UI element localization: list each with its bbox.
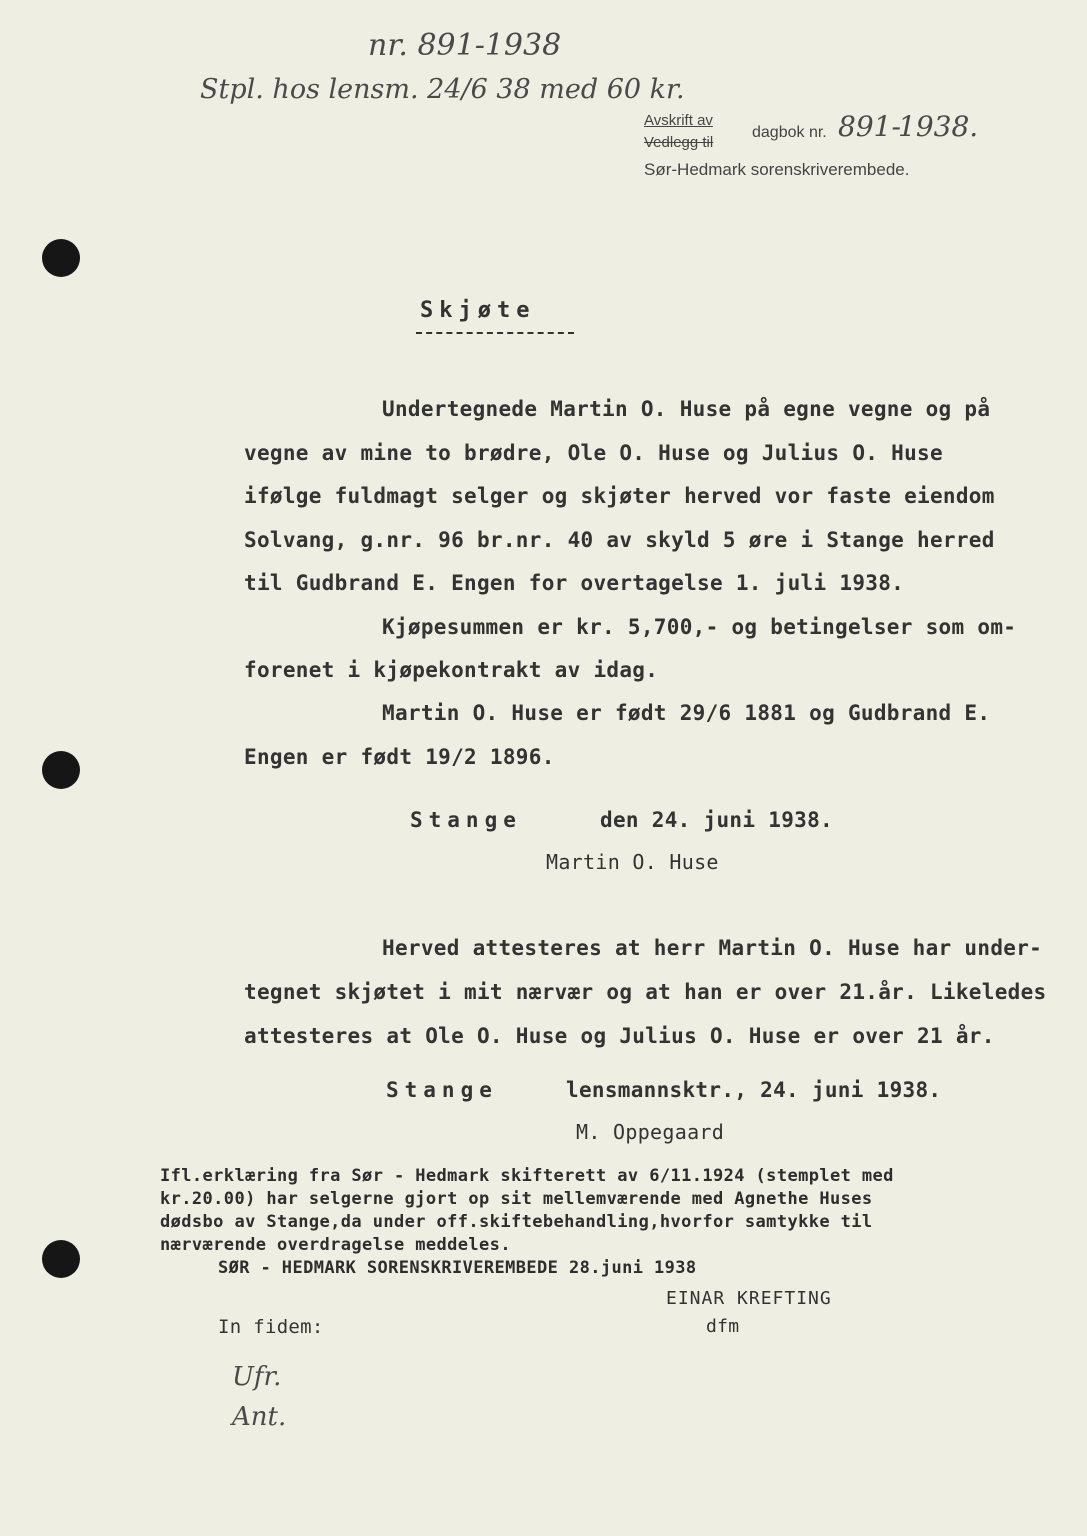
body-line-6: Kjøpesummen er kr. 5,700,- og betingelser som om- — [382, 615, 1017, 639]
note-line-2: kr.20.00) har selgerne gjort op sit mellemværende med Agnethe Huses — [160, 1189, 873, 1209]
note-line-4: nærværende overdragelse meddeles. — [160, 1235, 511, 1255]
place-stange-2: Stange — [386, 1078, 498, 1102]
punch-hole-top — [42, 239, 80, 277]
date-line-1: den 24. juni 1938. — [600, 808, 833, 832]
signer-martin-huse: Martin O. Huse — [546, 850, 719, 874]
note-line-1: Ifl.erklæring fra Sør - Hedmark skifterett av 6/11.1924 (stemplet med — [160, 1166, 894, 1186]
note-line-5: SØR - HEDMARK SORENSKRIVEREMBEDE 28.juni 1938 — [218, 1258, 697, 1278]
place-stange-1: Stange — [410, 808, 522, 832]
handwritten-initials-1: Ufr. — [232, 1362, 282, 1392]
attestation-line-1: Herved attesteres at herr Martin O. Huse har under- — [382, 936, 1043, 960]
body-line-5: til Gudbrand E. Engen for overtagelse 1. juli 1938. — [244, 571, 905, 595]
body-line-1: Undertegnede Martin O. Huse på egne vegne og på — [382, 397, 991, 421]
punch-hole-middle — [42, 751, 80, 789]
handwritten-dagbok-year: 1938. — [898, 110, 979, 143]
handwritten-stamp-note: Stpl. hos lensm. 24/6 38 med 60 kr. — [200, 74, 685, 105]
title-underline — [416, 332, 574, 334]
document-title: Skjøte — [420, 298, 536, 323]
in-fidem-label: In fidem: — [218, 1316, 324, 1338]
closing-dfm: dfm — [706, 1316, 740, 1337]
body-line-9: Engen er født 19/2 1896. — [244, 745, 555, 769]
body-line-7: forenet i kjøpekontrakt av idag. — [244, 658, 659, 682]
vedlegg-struck-label: Vedlegg til — [644, 134, 714, 151]
handwritten-ref-number: nr. 891-1938 — [368, 28, 562, 63]
attestation-line-3: attesteres at Ole O. Huse og Julius O. Huse er over 21 år. — [244, 1024, 995, 1048]
office-name: Sør-Hedmark sorenskriverembede. — [644, 160, 910, 179]
body-line-8: Martin O. Huse er født 29/6 1881 og Gudbrand E. — [382, 701, 991, 725]
attestation-line-2: tegnet skjøtet i mit nærvær og at han er over 21.år. Likeledes — [244, 980, 1047, 1004]
body-line-2: vegne av mine to brødre, Ole O. Huse og Julius O. Huse — [244, 441, 943, 465]
body-line-3: ifølge fuldmagt selger og skjøter herved vor faste eiendom — [244, 484, 995, 508]
dagbok-label: dagbok nr. — [752, 124, 827, 141]
handwritten-initials-2: Ant. — [232, 1402, 287, 1432]
signer-oppegaard: M. Oppegaard — [576, 1120, 725, 1144]
closing-signer: EINAR KREFTING — [666, 1288, 832, 1309]
handwritten-dagbok-number: 891- — [838, 110, 901, 143]
avskrift-label: Avskrift av — [644, 112, 713, 129]
note-line-3: dødsbo av Stange,da under off.skiftebehandling,hvorfor samtykke til — [160, 1212, 873, 1232]
date-line-2: lensmannsktr., 24. juni 1938. — [566, 1078, 942, 1102]
body-line-4: Solvang, g.nr. 96 br.nr. 40 av skyld 5 øre i Stange herred — [244, 528, 995, 552]
punch-hole-bottom — [42, 1240, 80, 1278]
